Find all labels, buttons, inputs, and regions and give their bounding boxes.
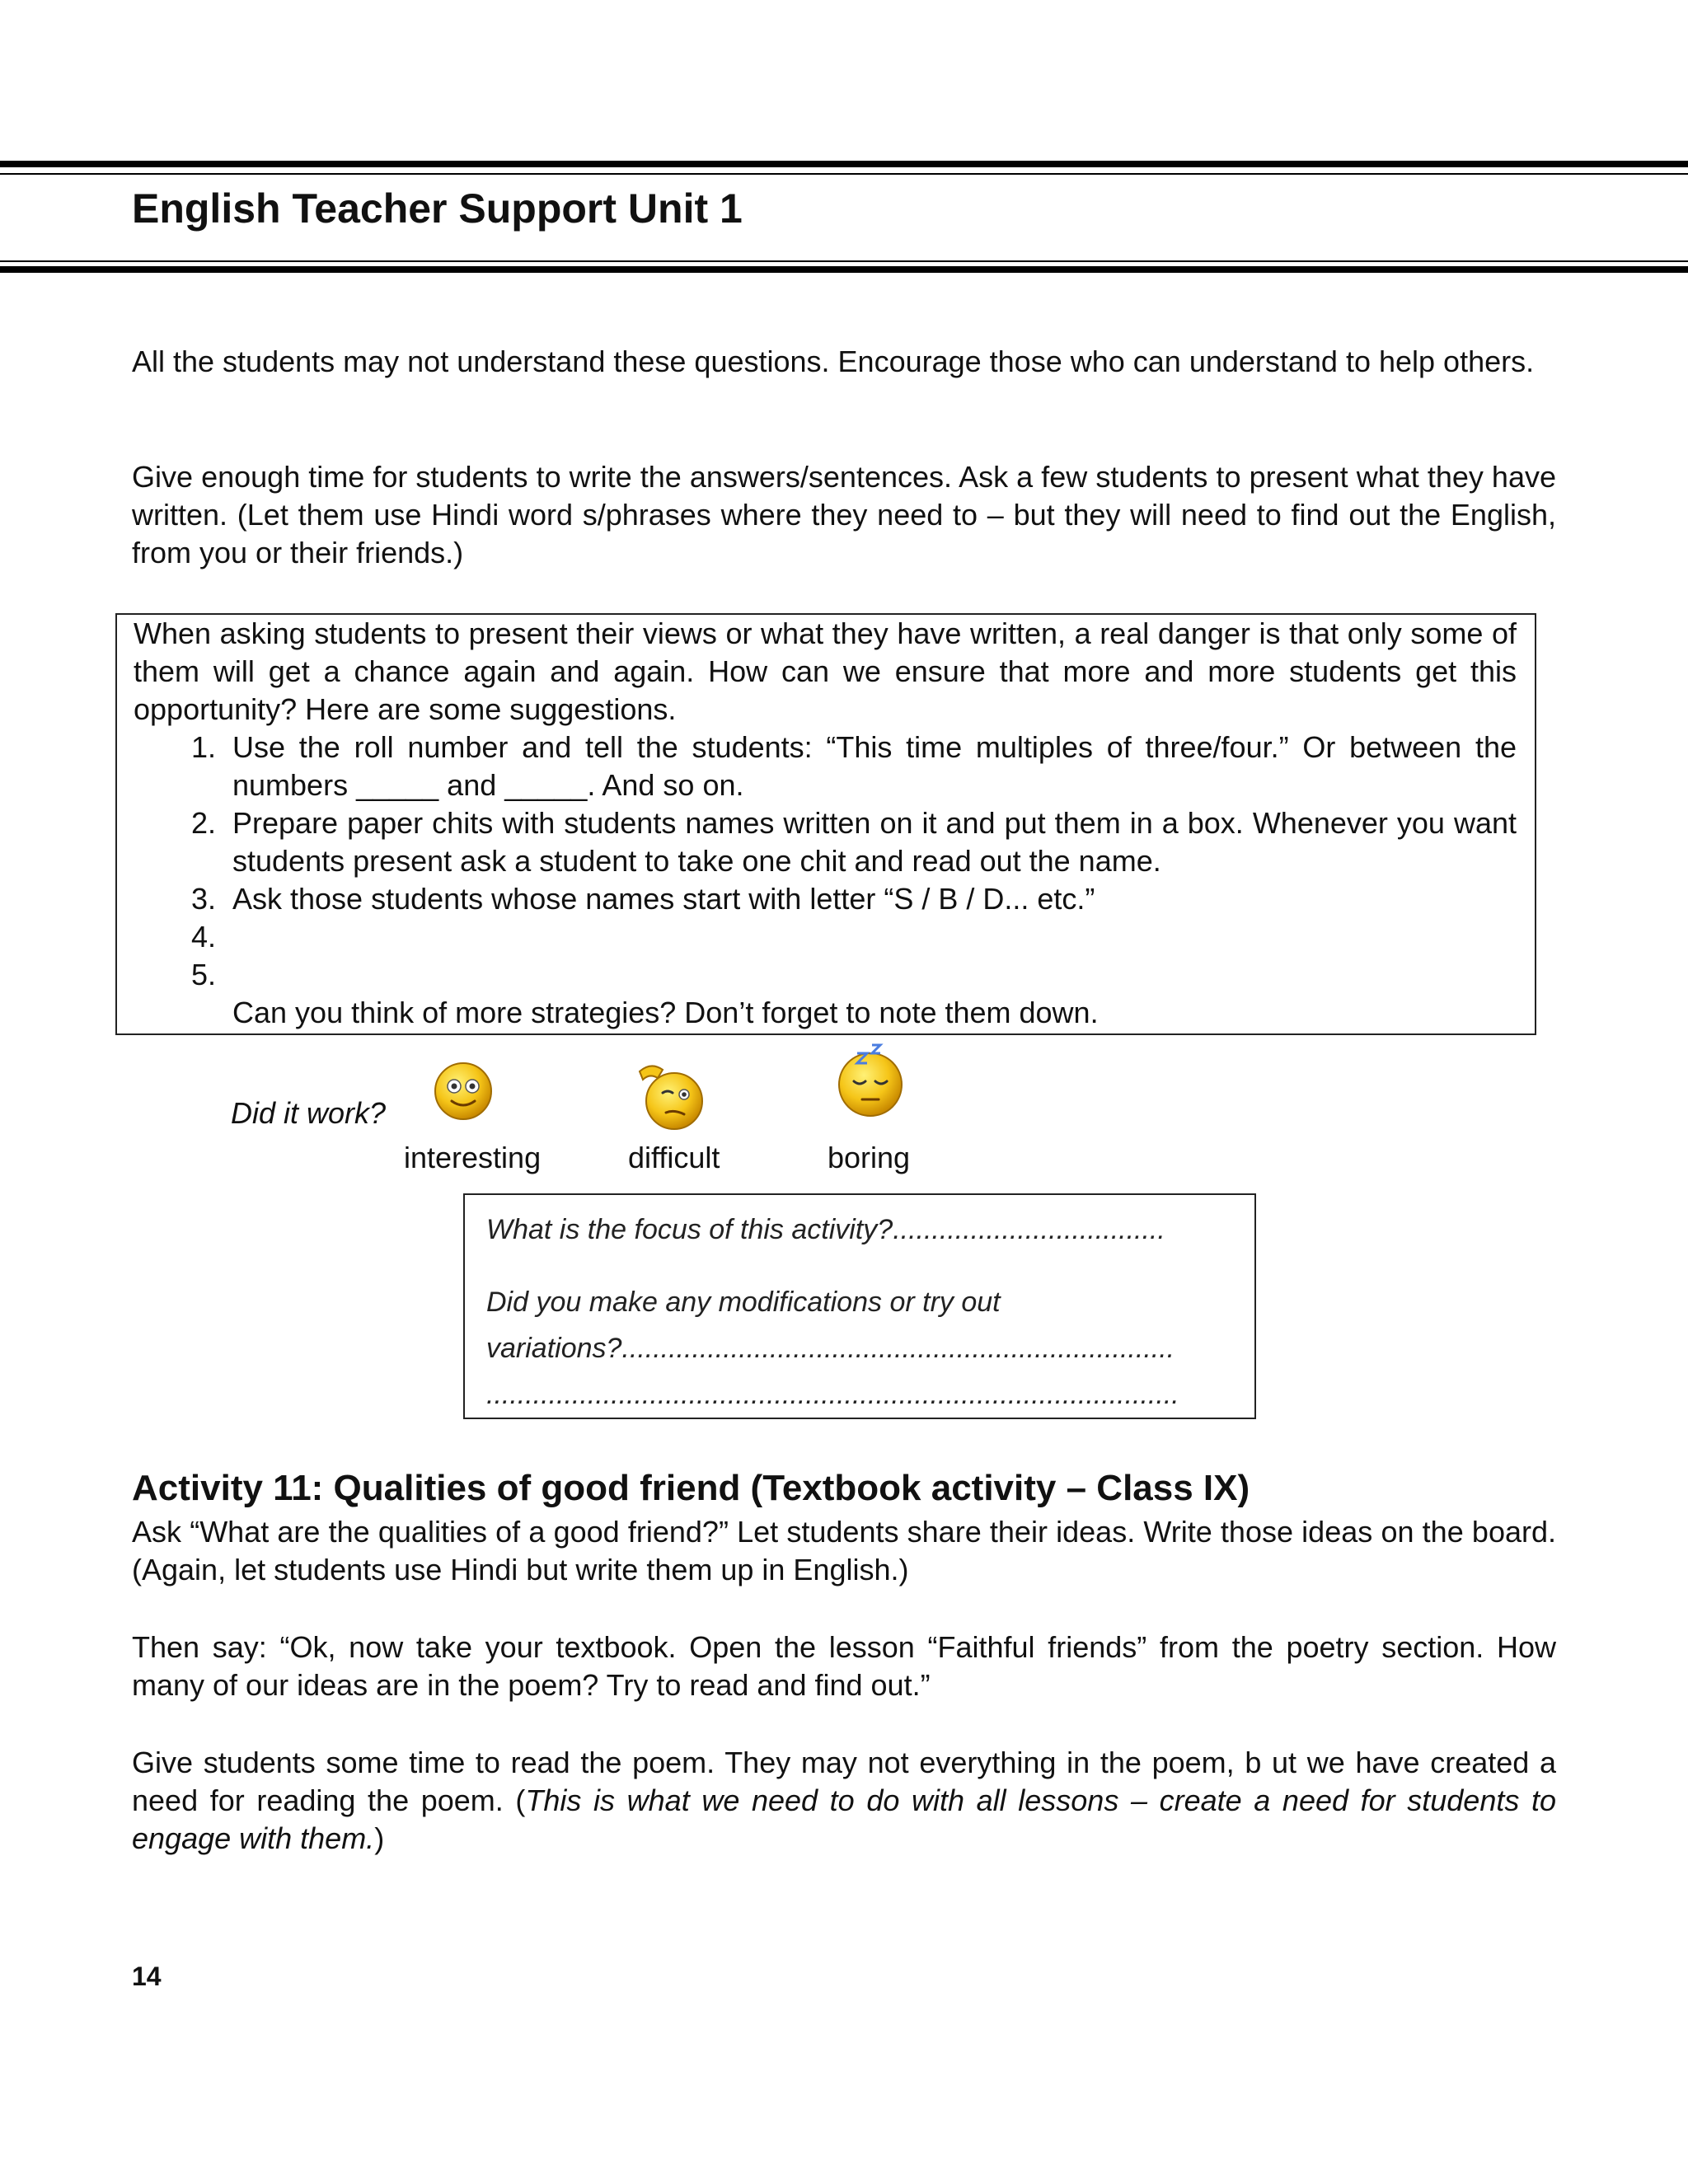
list-item (134, 880, 1517, 918)
list-item (134, 804, 1517, 880)
header-title: English Teacher Support Unit 1 (132, 185, 743, 232)
interesting-label: interesting (404, 1141, 542, 1174)
list-item (134, 729, 1517, 804)
boring-face-icon (832, 1040, 908, 1119)
list-item-text (232, 956, 1517, 994)
activity-paragraph-3-end: ) (374, 1821, 385, 1855)
header-bottom-rule-thin (0, 260, 1688, 262)
suggestions-closing: Can you think of more strategies? Don’t forget to note them down. (232, 996, 1099, 1029)
activity-paragraph-3 (132, 1744, 1556, 1858)
list-item (134, 956, 1517, 994)
activity-paragraph-3-italic: This is what we need to do with all lessons – create a need for students to engage with them. (132, 1783, 1556, 1855)
did-it-work-prompt: Did it work? (231, 1096, 387, 1130)
reflection-modification-question: Did you make any modifications or try out (486, 1286, 1001, 1318)
list-item (134, 918, 1517, 956)
suggestions-intro: When asking students to present their views or what they have written, a real danger is that only some of them will get a chance again and again. How can we ensure that more and more students get this opportunity? Here are some suggestions. (134, 616, 1517, 726)
list-item-number: 4. (190, 920, 216, 954)
suggestions-list (134, 729, 1517, 994)
activity-paragraph-3-start: Give students some time to read the poem. They may not everything in the poem, b ut we have created a need for reading the poem. ( (132, 1746, 1556, 1817)
intro-paragraph-1: All the students may not understand these questions. Encourage those who can understand to help others. (132, 344, 1535, 378)
header-top-rule-thin (0, 173, 1688, 175)
header-top-rule-thick (0, 161, 1688, 167)
suggestions-box (115, 613, 1536, 1035)
reflection-blank-line: ......................................................................................... (486, 1379, 1179, 1410)
activity-paragraph-2: Then say: “Ok, now take your textbook. Open the lesson “Faithful friends” from the poetry section. How many of our ideas are in the poem? Try to read and find out.” (132, 1630, 1556, 1702)
list-item-text (232, 918, 1517, 956)
list-item-text: Ask those students whose names start with letter “S / B / D... etc.” (232, 882, 1095, 916)
difficult-label: difficult (628, 1141, 720, 1174)
page-number: 14 (132, 1961, 162, 1991)
interesting-face-icon (432, 1060, 495, 1122)
activity-heading: Activity 11: Qualities of good friend (Textbook activity – Class IX) (132, 1468, 1250, 1508)
list-item-number: 2. (190, 806, 216, 840)
boring-label: boring (828, 1141, 911, 1174)
reflection-box (463, 1193, 1256, 1419)
list-item-number: 5. (190, 958, 216, 991)
list-item-number: 1. (190, 730, 216, 764)
list-item-text: Prepare paper chits with students names written on it and put them in a box. Whenever you want students present ask a student to take one chit and read out the name. (232, 806, 1517, 878)
reflection-variations-line: variations?....................................................................... (486, 1333, 1175, 1364)
header-bottom-rule-thick (0, 266, 1688, 273)
list-item-text: Use the roll number and tell the students: “This time multiples of three/four.” Or between the numbers _____ and _____. And so on. (232, 730, 1517, 802)
reflection-focus-question: What is the focus of this activity?................................... (486, 1214, 1165, 1245)
list-item-number: 3. (190, 882, 216, 916)
intro-paragraph-2: Give enough time for students to write the answers/sentences. Ask a few students to present what they have written. (Let them use Hindi word s/phrases where they need to – but they will need to find out the English, from you or their friends.) (132, 460, 1556, 569)
difficult-face-icon (633, 1057, 710, 1134)
activity-paragraph-1: Ask “What are the qualities of a good friend?” Let students share their ideas. Write those ideas on the board. (Again, let students use Hindi but write them up in English.) (132, 1515, 1556, 1586)
